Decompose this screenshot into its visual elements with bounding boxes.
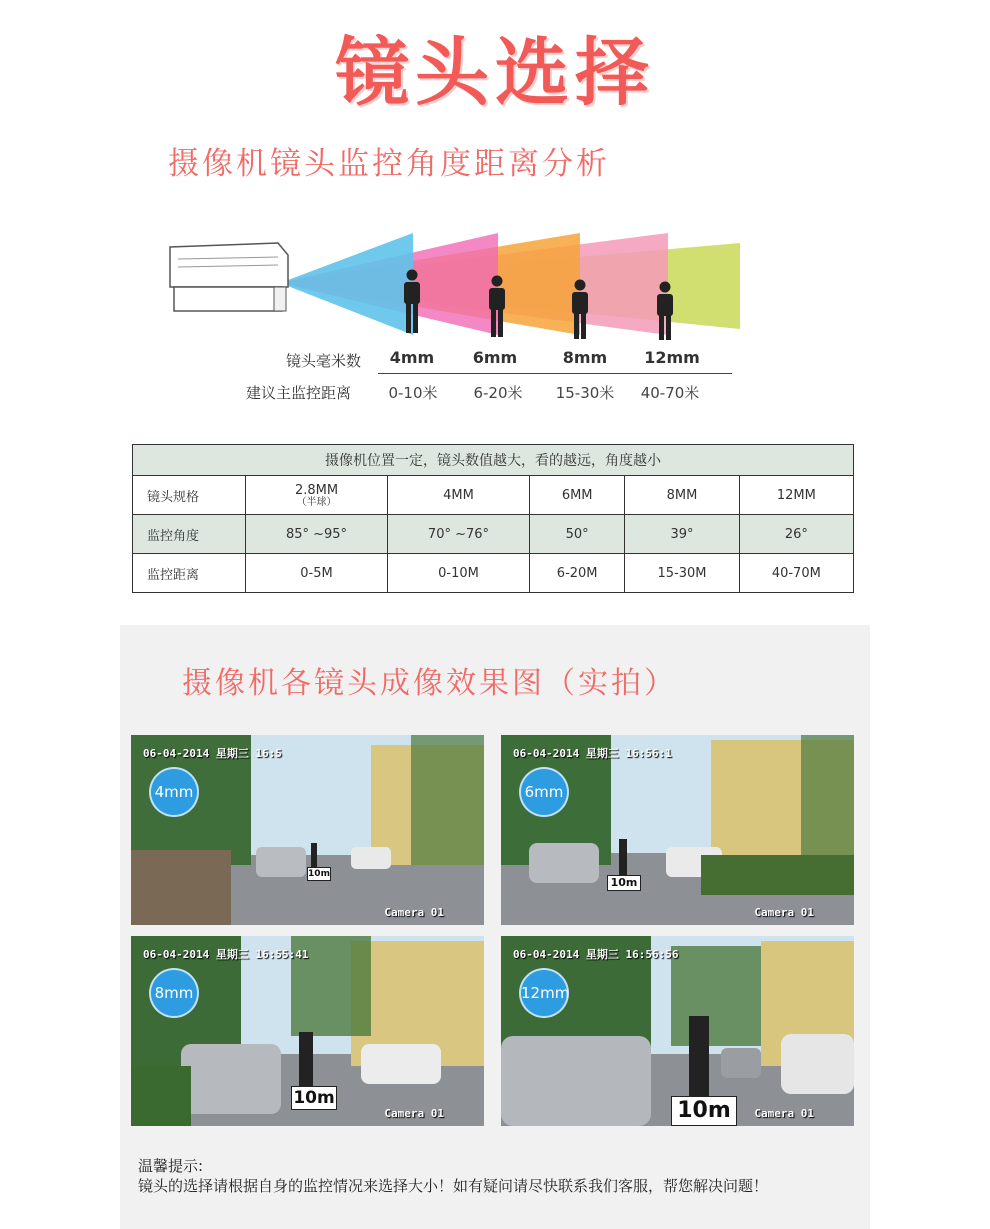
table-cell: 70° ~76°: [387, 515, 529, 554]
table-cell: 0-5M: [246, 554, 388, 593]
lens-badge: 8mm: [149, 968, 199, 1018]
camera-icon: [170, 243, 288, 311]
table-cell: 85° ~95°: [246, 515, 388, 554]
photo-section: [120, 625, 870, 1229]
photo-4mm: [131, 735, 484, 925]
camera-label: Camera 01: [754, 1107, 814, 1120]
table-cell: 4MM: [387, 476, 529, 515]
lens-mm-label: 镜头毫米数: [286, 352, 362, 370]
photo-12mm: [501, 936, 854, 1126]
row-label: 监控角度: [133, 515, 246, 554]
lens-badge: 6mm: [519, 767, 569, 817]
table-row: [133, 554, 854, 593]
lens-8mm: 8mm: [562, 348, 608, 367]
photo-8mm: [131, 936, 484, 1126]
table-cell: 6MM: [529, 476, 624, 515]
table-cell: 39°: [625, 515, 739, 554]
distance-12mm: 40-70米: [640, 384, 700, 402]
table-row: [133, 515, 854, 554]
subtitle: 摄像机镜头监控角度距离分析: [168, 146, 610, 182]
distance-sign: 10m: [671, 1096, 737, 1126]
lens-4mm: 4mm: [389, 348, 435, 367]
timestamp: 06-04-2014 星期三 16:56:56: [513, 948, 679, 961]
distance-8mm: 15-30米: [555, 384, 615, 402]
distance-sign: 10m: [308, 869, 330, 879]
table-cell: 40-70M: [739, 554, 853, 593]
tip-heading: 温馨提示:: [138, 1157, 204, 1175]
lens-6mm: 6mm: [472, 348, 518, 367]
table-cell: 15-30M: [625, 554, 739, 593]
camera-label: Camera 01: [754, 906, 814, 919]
camera-label: Camera 01: [384, 906, 444, 919]
lens-badge: 4mm: [149, 767, 199, 817]
table-cell: 50°: [529, 515, 624, 554]
table-cell: 26°: [739, 515, 853, 554]
spec-table: [132, 444, 854, 593]
divider: [378, 373, 732, 374]
table-cell: 12MM: [739, 476, 853, 515]
row-label: 监控距离: [133, 554, 246, 593]
timestamp: 06-04-2014 星期三 16:56:1: [513, 747, 672, 760]
distance-label: 建议主监控距离: [246, 384, 352, 402]
table-caption: 摄像机位置一定，镜头数值越大，看的越远，角度越小: [133, 445, 854, 476]
wedge-2-8mm: [280, 233, 413, 335]
lens-angle-diagram: [160, 225, 750, 345]
camera-label: Camera 01: [384, 1107, 444, 1120]
row-label: 镜头规格: [133, 476, 246, 515]
timestamp: 06-04-2014 星期三 16:5: [143, 747, 282, 760]
table-row: [133, 476, 854, 515]
distance-6mm: 6-20米: [473, 384, 523, 402]
table-cell: 6-20M: [529, 554, 624, 593]
table-cell: 2.8MM （半球）: [246, 476, 388, 515]
page-title: 镜头选择: [335, 30, 655, 116]
tip-text: 镜头的选择请根据自身的监控情况来选择大小！如有疑问请尽快联系我们客服，帮您解决问题！: [138, 1177, 769, 1195]
table-cell: 0-10M: [387, 554, 529, 593]
photo-6mm: [501, 735, 854, 925]
timestamp: 06-04-2014 星期三 16:55:41: [143, 948, 309, 961]
photos-title: 摄像机各镜头成像效果图（实拍）: [182, 666, 677, 701]
lens-badge: 12mm: [519, 968, 569, 1018]
table-cell: 8MM: [625, 476, 739, 515]
lens-12mm: 12mm: [644, 348, 700, 367]
distance-sign: 10m: [607, 875, 641, 891]
distance-4mm: 0-10米: [388, 384, 438, 402]
distance-sign: 10m: [291, 1086, 337, 1110]
